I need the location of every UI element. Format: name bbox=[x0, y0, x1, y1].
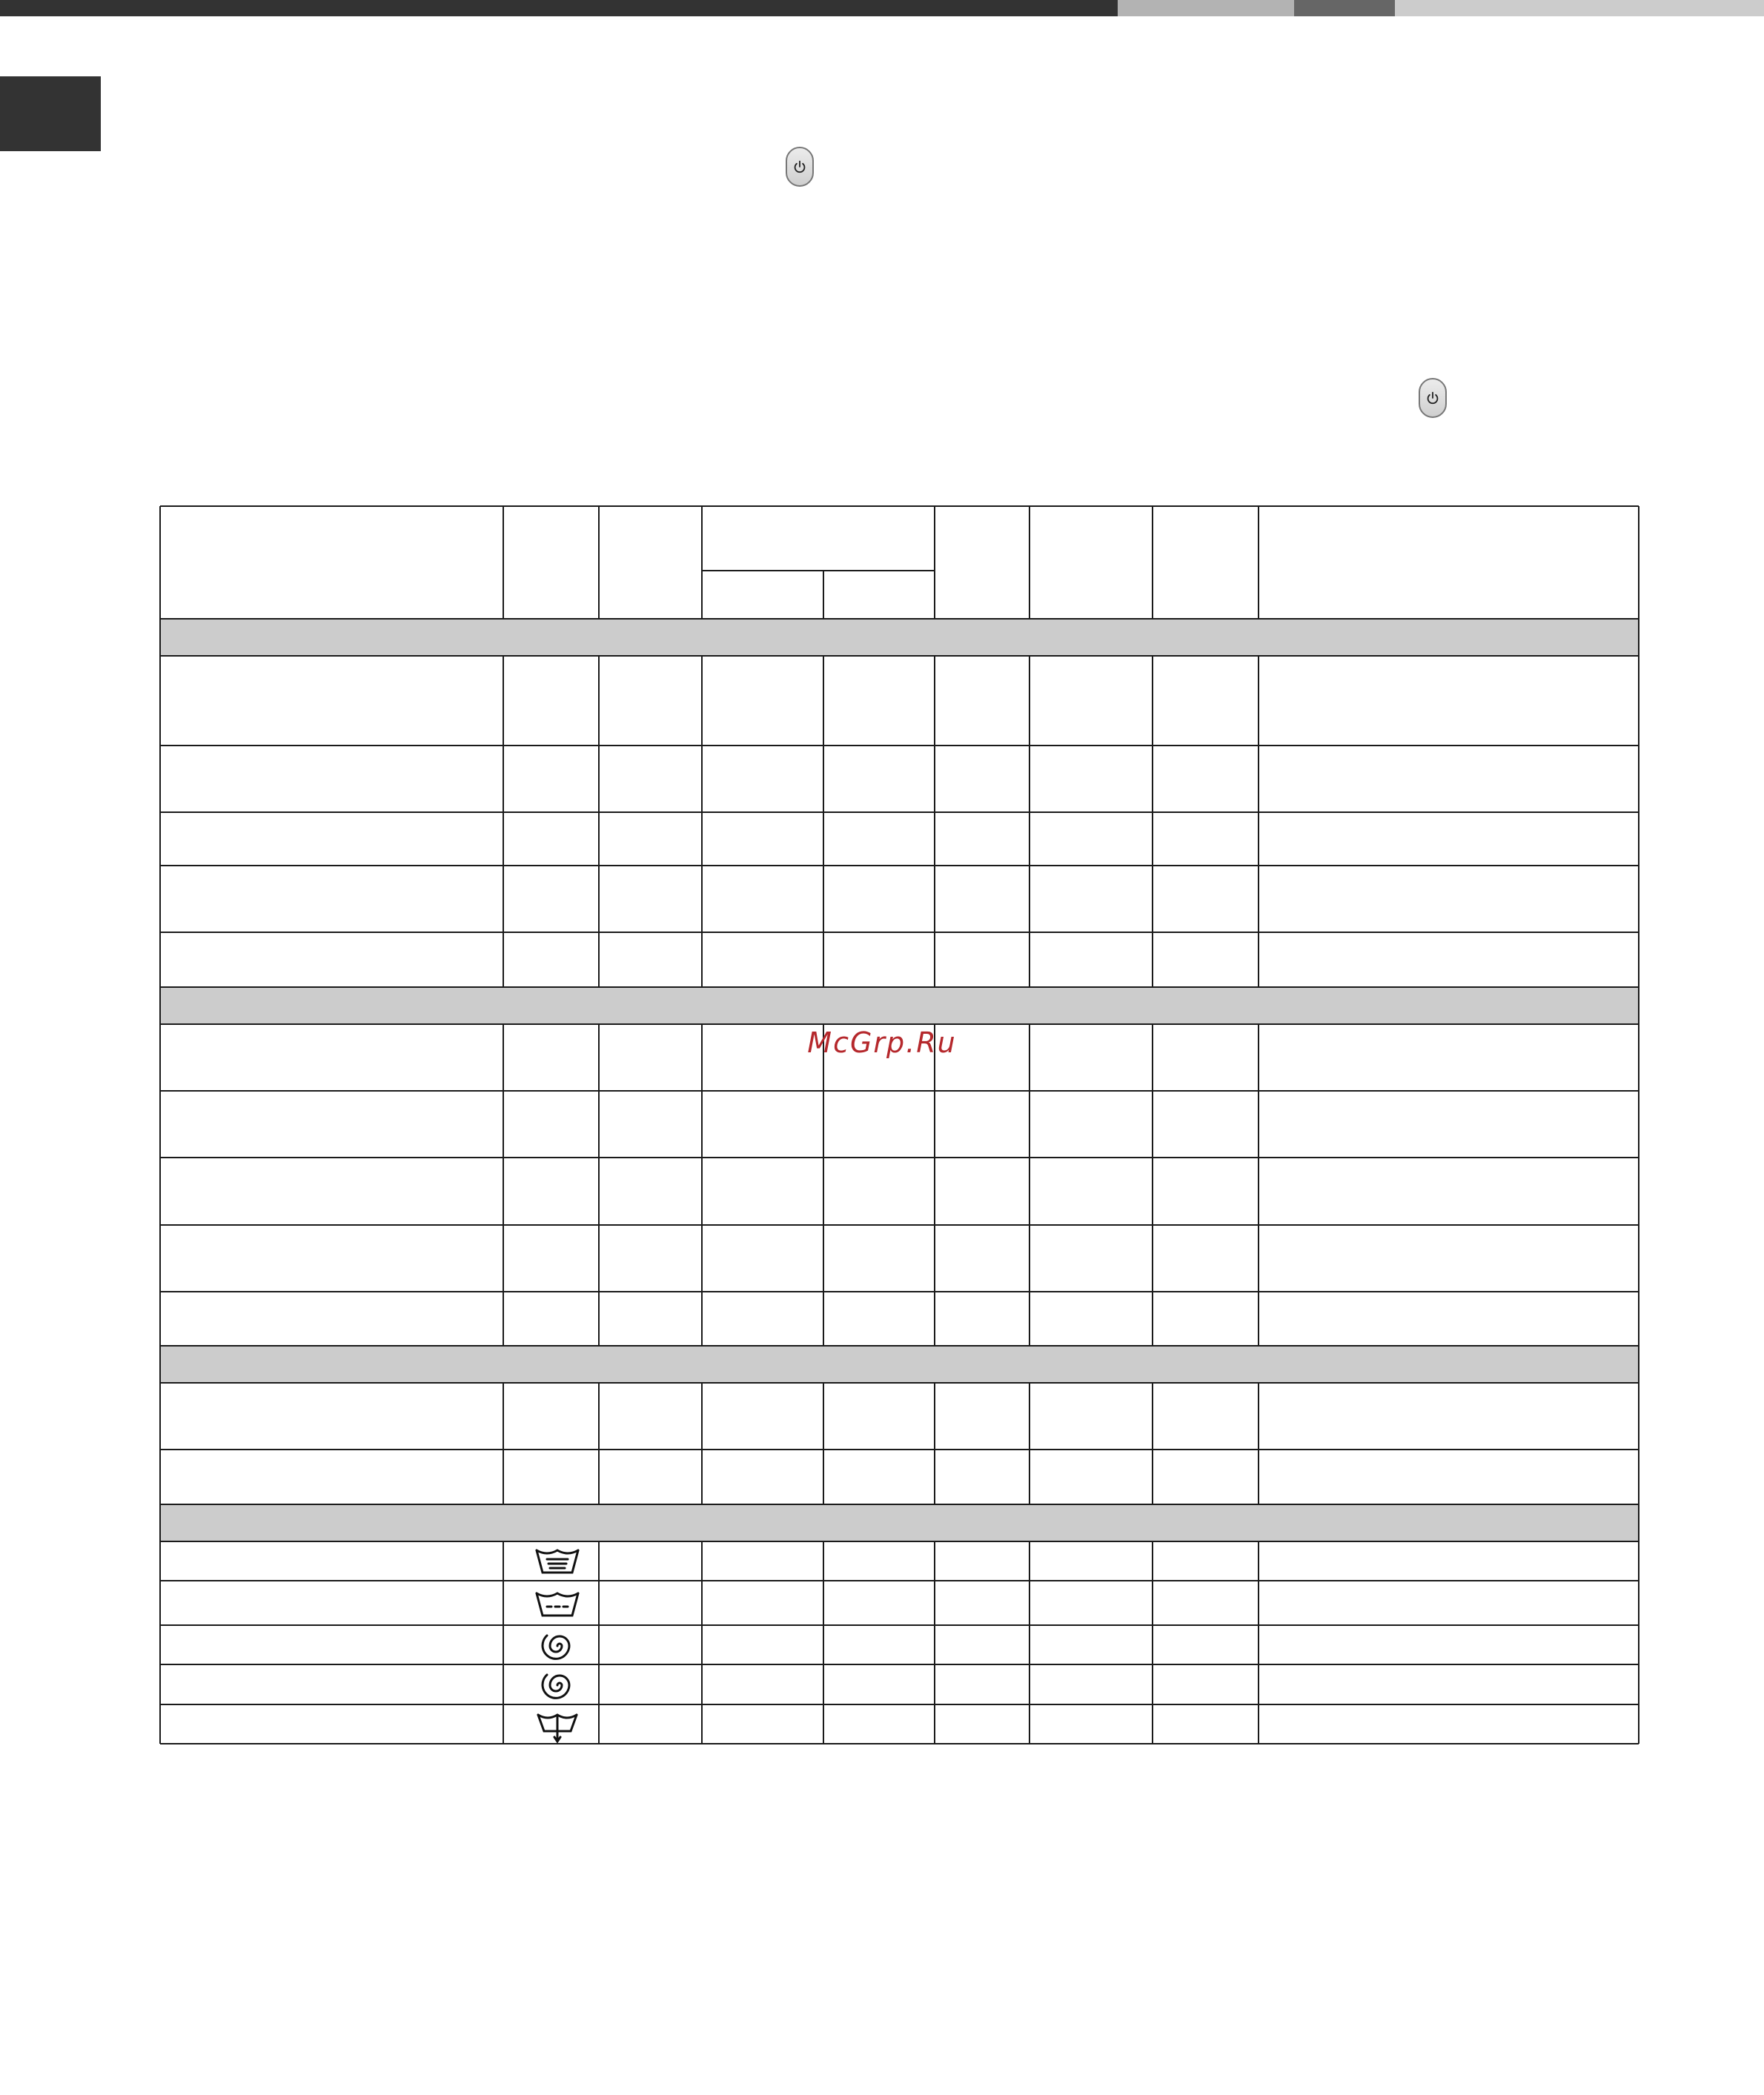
section-band bbox=[160, 987, 1639, 1024]
section-band bbox=[160, 619, 1639, 656]
drain-tub-icon bbox=[525, 1706, 590, 1744]
section-band bbox=[160, 1504, 1639, 1541]
spin-spiral-icon bbox=[525, 1666, 590, 1704]
section-band bbox=[160, 1346, 1639, 1383]
spin-spiral-icon bbox=[525, 1627, 590, 1664]
wash-tub-dashed-icon bbox=[525, 1583, 590, 1624]
wash-tub-3-lines-icon bbox=[525, 1541, 590, 1580]
watermark: McGrp.Ru bbox=[807, 1026, 957, 1059]
